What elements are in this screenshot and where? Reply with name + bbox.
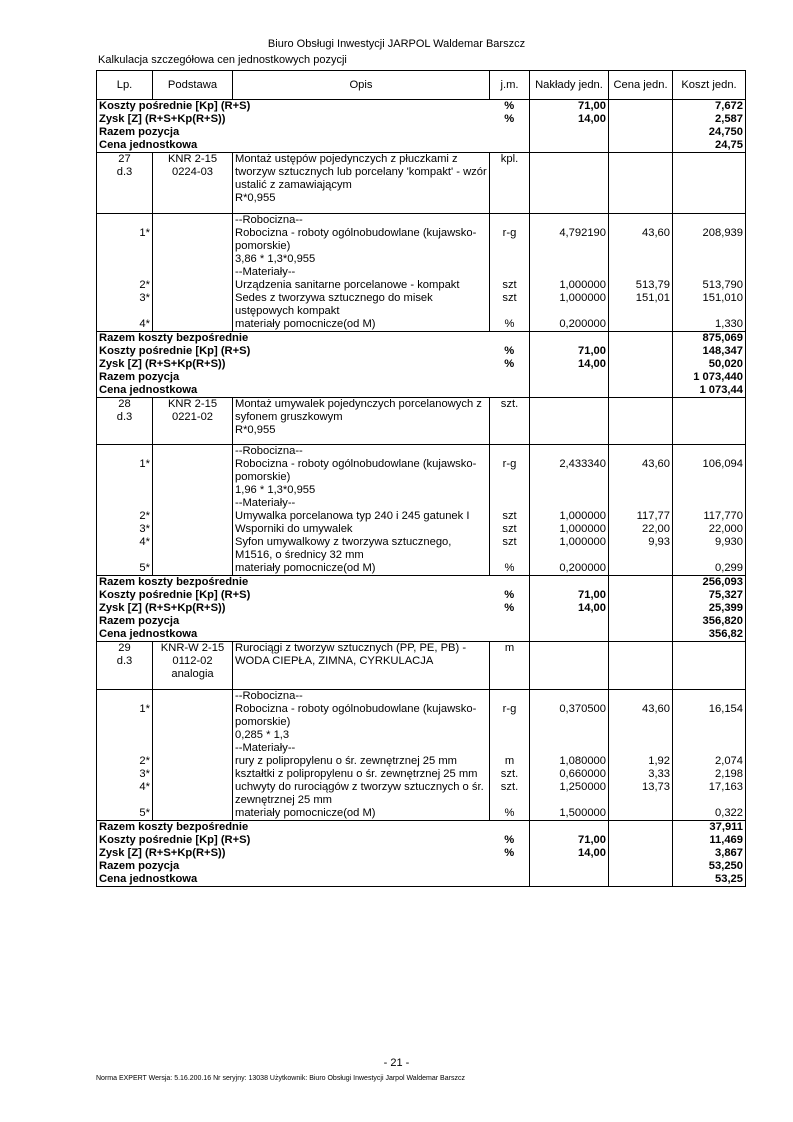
summary-value <box>530 628 609 642</box>
resource-description <box>233 458 490 497</box>
resource-row <box>97 292 746 318</box>
resource-description: Syfon umywalkowy z tworzywa sztucznego, M1516, o średnicy 32 mm <box>233 536 490 562</box>
spacer-row <box>97 437 746 445</box>
resource-lp: 2* <box>97 510 153 523</box>
summary-empty <box>609 847 673 860</box>
resource-row <box>97 227 746 266</box>
resource-jm: szt <box>490 536 530 562</box>
summary-label: Razem pozycja <box>97 615 490 628</box>
summary-empty <box>609 576 673 590</box>
summary-label: Razem koszty bezpośrednie <box>97 331 490 345</box>
item-opis <box>233 153 490 206</box>
item-description: Rurociągi z tworzyw sztucznych (PP, PE, PB) - WODA CIEPŁA, ZIMNA, CYRKULACJA <box>235 642 467 667</box>
item-catalog: KNR-W 2-15 <box>160 642 225 654</box>
resource-koszt: 17,163 <box>673 781 746 807</box>
resource-group-row <box>97 266 746 279</box>
resource-naklady: 1,000000 <box>530 523 609 536</box>
summary-jm <box>490 873 530 887</box>
summary-jm <box>490 615 530 628</box>
resource-description: rury z polipropylenu o śr. zewnętrznej 25 mm <box>233 755 490 768</box>
item-factor: R*0,955 <box>235 423 276 436</box>
summary-cost: 148,347 <box>673 345 746 358</box>
summary-row <box>97 371 746 384</box>
summary-cost: 356,82 <box>673 628 746 642</box>
resource-lp: 1* <box>97 703 153 742</box>
resource-row <box>97 279 746 292</box>
summary-label: Cena jednostkowa <box>97 628 490 642</box>
summary-value <box>530 384 609 398</box>
col-header-jm: j.m. <box>490 71 530 100</box>
resource-formula: 0,285 * 1,3 <box>235 728 290 741</box>
resource-naklady: 1,000000 <box>530 292 609 318</box>
summary-cost: 1 073,44 <box>673 384 746 398</box>
resource-formula: 1,96 * 1,3*0,955 <box>235 484 316 496</box>
resource-row <box>97 536 746 562</box>
resource-group-label: --Robocizna-- <box>233 213 490 227</box>
summary-row <box>97 834 746 847</box>
summary-label: Zysk [Z] (R+S+Kp(R+S)) <box>97 358 490 371</box>
item-jm: m <box>490 642 530 682</box>
resource-cena: 9,93 <box>609 536 673 562</box>
resource-description <box>233 703 490 742</box>
summary-row <box>97 358 746 371</box>
resource-cena: 43,60 <box>609 458 673 497</box>
resource-naklady: 1,000000 <box>530 536 609 562</box>
item-naklady <box>530 642 609 682</box>
resource-row <box>97 510 746 523</box>
resource-naklady: 1,000000 <box>530 279 609 292</box>
summary-cost: 3,867 <box>673 847 746 860</box>
item-factor: R*0,955 <box>235 192 276 204</box>
resource-cena: 13,73 <box>609 781 673 807</box>
summary-value <box>530 860 609 873</box>
item-row <box>97 153 746 206</box>
summary-cost: 53,250 <box>673 860 746 873</box>
resource-row <box>97 562 746 576</box>
summary-empty <box>609 358 673 371</box>
resource-description <box>233 227 490 266</box>
item-opis <box>233 642 490 682</box>
summary-empty <box>609 100 673 114</box>
summary-value <box>530 331 609 345</box>
summary-jm: % <box>490 345 530 358</box>
item-section: d.3 <box>116 655 133 667</box>
resource-naklady: 1,250000 <box>530 781 609 807</box>
resource-jm: r-g <box>490 227 530 266</box>
resource-jm: m <box>490 755 530 768</box>
resource-lp: 1* <box>97 227 153 266</box>
summary-jm: % <box>490 113 530 126</box>
item-cena <box>609 153 673 206</box>
document-title: Biuro Obsługi Inwestycji JARPOL Waldemar Barszcz <box>267 38 526 50</box>
resource-jm: % <box>490 318 530 332</box>
summary-value: 71,00 <box>530 834 609 847</box>
resource-naklady: 1,000000 <box>530 510 609 523</box>
resource-group-label: --Materiały-- <box>233 497 490 510</box>
resource-naklady: 1,500000 <box>530 807 609 821</box>
item-koszt <box>673 153 746 206</box>
summary-label: Razem pozycja <box>97 860 490 873</box>
summary-row <box>97 820 746 834</box>
summary-cost: 11,469 <box>673 834 746 847</box>
summary-row <box>97 602 746 615</box>
resource-koszt: 0,322 <box>673 807 746 821</box>
resource-koszt: 9,930 <box>673 536 746 562</box>
resource-naklady: 0,200000 <box>530 562 609 576</box>
item-catalog-code: 0224-03 <box>171 166 214 178</box>
summary-row <box>97 628 746 642</box>
summary-empty <box>490 139 530 153</box>
summary-row <box>97 873 746 887</box>
summary-label: Zysk [Z] (R+S+Kp(R+S)) <box>97 847 490 860</box>
resource-jm: szt <box>490 292 530 318</box>
summary-cost: 356,820 <box>673 615 746 628</box>
col-header-podstawa: Podstawa <box>153 71 233 100</box>
summary-empty <box>609 873 673 887</box>
summary-label: Zysk [Z] (R+S+Kp(R+S)) <box>97 113 490 126</box>
summary-label: Razem koszty bezpośrednie <box>97 576 490 590</box>
resource-cena: 22,00 <box>609 523 673 536</box>
summary-value: 14,00 <box>530 847 609 860</box>
summary-empty <box>490 126 530 139</box>
resource-description: materiały pomocnicze(od M) <box>233 562 490 576</box>
summary-label: Koszty pośrednie [Kp] (R+S) <box>97 834 490 847</box>
resource-name: Robocizna - roboty ogólnobudowlane (kujawsko-pomorskie) <box>235 458 477 483</box>
resource-koszt: 106,094 <box>673 458 746 497</box>
summary-cost: 24,750 <box>673 126 746 139</box>
resource-lp: 3* <box>97 292 153 318</box>
col-header-opis: Opis <box>233 71 490 100</box>
resource-koszt: 16,154 <box>673 703 746 742</box>
resource-row <box>97 458 746 497</box>
summary-jm <box>490 628 530 642</box>
summary-row-kp <box>97 100 746 114</box>
resource-cena: 3,33 <box>609 768 673 781</box>
summary-empty <box>609 331 673 345</box>
summary-jm: % <box>490 834 530 847</box>
summary-jm <box>490 384 530 398</box>
resource-name: Robocizna - roboty ogólnobudowlane (kujawsko-pomorskie) <box>235 702 477 728</box>
summary-value <box>530 873 609 887</box>
summary-row-cena <box>97 139 746 153</box>
resource-description: Sedes z tworzywa sztucznego do misek ustępowych kompakt <box>233 292 490 318</box>
summary-value: 71,00 <box>530 589 609 602</box>
resource-jm: % <box>490 807 530 821</box>
summary-empty <box>609 602 673 615</box>
summary-cost: 53,25 <box>673 873 746 887</box>
summary-empty <box>609 113 673 126</box>
summary-jm: % <box>490 847 530 860</box>
page-number: - 21 - <box>383 1057 410 1069</box>
resource-naklady: 2,433340 <box>530 458 609 497</box>
summary-row <box>97 589 746 602</box>
resource-group-row <box>97 497 746 510</box>
summary-empty <box>609 126 673 139</box>
summary-cost: 50,020 <box>673 358 746 371</box>
resource-row <box>97 781 746 807</box>
summary-empty <box>609 860 673 873</box>
item-number: 28 <box>118 397 131 410</box>
resource-koszt: 2,074 <box>673 755 746 768</box>
summary-label: Koszty pośrednie [Kp] (R+S) <box>97 345 490 358</box>
resource-koszt: 117,770 <box>673 510 746 523</box>
summary-row <box>97 384 746 398</box>
summary-cost: 24,75 <box>673 139 746 153</box>
summary-empty <box>609 820 673 834</box>
resource-lp: 5* <box>97 562 153 576</box>
document-subtitle: Kalkulacja szczegółowa cen jednostkowych pozycji <box>98 54 347 66</box>
resource-cena: 151,01 <box>609 292 673 318</box>
item-catalog-note: analogia <box>171 668 214 680</box>
summary-empty <box>609 345 673 358</box>
summary-row <box>97 860 746 873</box>
col-header-naklady: Nakłady jedn. <box>530 71 609 100</box>
summary-cost: 25,399 <box>673 602 746 615</box>
item-catalog: KNR 2-15 <box>167 153 218 165</box>
resource-koszt: 513,790 <box>673 279 746 292</box>
resource-cena <box>609 318 673 332</box>
resource-jm: szt <box>490 523 530 536</box>
summary-cost: 2,587 <box>673 113 746 126</box>
summary-cost: 1 073,440 <box>673 371 746 384</box>
resource-jm: r-g <box>490 703 530 742</box>
item-section: d.3 <box>116 166 133 178</box>
summary-value: 71,00 <box>530 345 609 358</box>
item-catalog: KNR 2-15 <box>167 397 218 410</box>
resource-description: Umywalka porcelanowa typ 240 i 245 gatunek I <box>233 510 490 523</box>
resource-koszt: 151,010 <box>673 292 746 318</box>
summary-empty <box>530 126 609 139</box>
col-header-cena: Cena jedn. <box>609 71 673 100</box>
resource-name: Robocizna - roboty ogólnobudowlane (kujawsko-pomorskie) <box>235 226 477 252</box>
summary-empty <box>609 615 673 628</box>
resource-naklady: 0,370500 <box>530 703 609 742</box>
resource-jm: szt <box>490 510 530 523</box>
spacer-row <box>97 681 746 689</box>
summary-jm <box>490 860 530 873</box>
item-jm: szt. <box>490 397 530 437</box>
resource-naklady: 1,080000 <box>530 755 609 768</box>
item-section: d.3 <box>116 410 133 423</box>
summary-value: 71,00 <box>530 100 609 114</box>
resource-lp: 3* <box>97 768 153 781</box>
resource-koszt: 0,299 <box>673 562 746 576</box>
resource-naklady: 0,200000 <box>530 318 609 332</box>
summary-jm <box>490 576 530 590</box>
resource-jm: szt. <box>490 781 530 807</box>
summary-row <box>97 615 746 628</box>
summary-jm: % <box>490 358 530 371</box>
resource-cena <box>609 562 673 576</box>
summary-cost: 37,911 <box>673 820 746 834</box>
resource-description: kształtki z polipropylenu o śr. zewnętrznej 25 mm <box>233 768 490 781</box>
resource-lp: 5* <box>97 807 153 821</box>
summary-cost: 875,069 <box>673 331 746 345</box>
resource-cena: 513,79 <box>609 279 673 292</box>
summary-cost: 75,327 <box>673 589 746 602</box>
item-naklady <box>530 153 609 206</box>
resource-lp: 4* <box>97 536 153 562</box>
resource-jm: szt. <box>490 768 530 781</box>
item-row <box>97 397 746 437</box>
resource-lp: 2* <box>97 755 153 768</box>
summary-value <box>530 820 609 834</box>
item-cena <box>609 642 673 682</box>
table-header-row <box>97 71 746 100</box>
summary-label: Razem koszty bezpośrednie <box>97 820 490 834</box>
summary-row <box>97 345 746 358</box>
calculation-table <box>96 70 746 887</box>
item-description: Montaż ustępów pojedynczych z płuczkami z tworzyw sztucznych lub porcelany 'kompakt' - wzór ustalić z zamawiającym <box>235 153 487 191</box>
item-catalog-code: 0112-02 <box>172 655 213 667</box>
item-podstawa <box>153 397 233 437</box>
item-lp <box>97 642 153 682</box>
resource-row <box>97 755 746 768</box>
summary-label: Cena jednostkowa <box>97 139 490 153</box>
summary-value: 14,00 <box>530 113 609 126</box>
item-opis <box>233 397 490 437</box>
summary-empty <box>609 139 673 153</box>
resource-group-label: --Materiały-- <box>233 742 490 755</box>
summary-label: Zysk [Z] (R+S+Kp(R+S)) <box>97 602 490 615</box>
resource-naklady: 0,660000 <box>530 768 609 781</box>
resource-naklady: 4,792190 <box>530 227 609 266</box>
summary-jm <box>490 820 530 834</box>
summary-row <box>97 847 746 860</box>
resource-lp: 2* <box>97 279 153 292</box>
summary-value <box>530 576 609 590</box>
resource-lp: 3* <box>97 523 153 536</box>
resource-group-row <box>97 213 746 227</box>
resource-description: uchwyty do rurociągów z tworzyw sztucznych o śr. zewnętrznej 25 mm <box>233 781 490 807</box>
summary-empty <box>609 384 673 398</box>
summary-jm: % <box>490 100 530 114</box>
resource-lp: 4* <box>97 781 153 807</box>
resource-lp: 4* <box>97 318 153 332</box>
summary-label: Koszty pośrednie [Kp] (R+S) <box>97 100 490 114</box>
resource-cena: 1,92 <box>609 755 673 768</box>
summary-label: Cena jednostkowa <box>97 384 490 398</box>
spacer-row <box>97 205 746 213</box>
summary-label: Razem pozycja <box>97 371 490 384</box>
summary-value <box>530 615 609 628</box>
summary-cost: 256,093 <box>673 576 746 590</box>
item-koszt <box>673 397 746 437</box>
item-koszt <box>673 642 746 682</box>
summary-empty <box>609 834 673 847</box>
resource-row <box>97 807 746 821</box>
item-number: 27 <box>118 153 131 165</box>
resource-cena: 43,60 <box>609 227 673 266</box>
resource-group-row <box>97 742 746 755</box>
resource-description: Wsporniki do umywalek <box>233 523 490 536</box>
resource-formula: 3,86 * 1,3*0,955 <box>235 252 316 265</box>
item-row <box>97 642 746 682</box>
resource-row <box>97 768 746 781</box>
summary-empty <box>609 371 673 384</box>
summary-value: 14,00 <box>530 602 609 615</box>
summary-row-z <box>97 113 746 126</box>
resource-cena: 43,60 <box>609 703 673 742</box>
summary-label: Koszty pośrednie [Kp] (R+S) <box>97 589 490 602</box>
resource-description: Urządzenia sanitarne porcelanowe - kompakt <box>233 279 490 292</box>
summary-jm: % <box>490 602 530 615</box>
summary-cost: 7,672 <box>673 100 746 114</box>
item-podstawa <box>153 642 233 682</box>
resource-group-row <box>97 689 746 703</box>
resource-koszt: 22,000 <box>673 523 746 536</box>
resource-koszt: 2,198 <box>673 768 746 781</box>
resource-cena: 117,77 <box>609 510 673 523</box>
summary-jm <box>490 371 530 384</box>
summary-jm <box>490 331 530 345</box>
resource-group-label: --Robocizna-- <box>233 689 490 703</box>
summary-label: Cena jednostkowa <box>97 873 490 887</box>
item-naklady <box>530 397 609 437</box>
resource-cena <box>609 807 673 821</box>
software-info: Norma EXPERT Wersja: 5.16.200.16 Nr seryjny: 13038 Użytkownik: Biuro Obsługi Inwestycji Jarpol Waldemar Barszcz <box>96 1075 465 1082</box>
summary-jm: % <box>490 589 530 602</box>
resource-description: materiały pomocnicze(od M) <box>233 318 490 332</box>
resource-group-label: --Materiały-- <box>233 266 490 279</box>
item-lp <box>97 153 153 206</box>
summary-row-razem <box>97 126 746 139</box>
item-jm: kpl. <box>490 153 530 206</box>
item-cena <box>609 397 673 437</box>
resource-koszt: 1,330 <box>673 318 746 332</box>
summary-empty <box>609 628 673 642</box>
summary-empty <box>609 589 673 602</box>
resource-group-row <box>97 445 746 459</box>
item-catalog-code: 0221-02 <box>171 410 214 423</box>
resource-lp: 1* <box>97 458 153 497</box>
resource-row <box>97 318 746 332</box>
item-description: Montaż umywalek pojedynczych porcelanowych z syfonem gruszkowym <box>235 397 482 423</box>
resource-jm: r-g <box>490 458 530 497</box>
summary-value: 14,00 <box>530 358 609 371</box>
summary-value <box>530 371 609 384</box>
summary-row <box>97 331 746 345</box>
item-podstawa <box>153 153 233 206</box>
summary-empty <box>530 139 609 153</box>
item-lp <box>97 397 153 437</box>
resource-description: materiały pomocnicze(od M) <box>233 807 490 821</box>
item-number: 29 <box>118 642 131 654</box>
summary-label: Razem pozycja <box>97 126 490 139</box>
col-header-koszt: Koszt jedn. <box>673 71 746 100</box>
resource-group-label: --Robocizna-- <box>233 445 490 459</box>
summary-row <box>97 576 746 590</box>
resource-jm: % <box>490 562 530 576</box>
resource-row <box>97 703 746 742</box>
resource-jm: szt <box>490 279 530 292</box>
resource-row <box>97 523 746 536</box>
col-header-lp: Lp. <box>97 71 153 100</box>
resource-koszt: 208,939 <box>673 227 746 266</box>
